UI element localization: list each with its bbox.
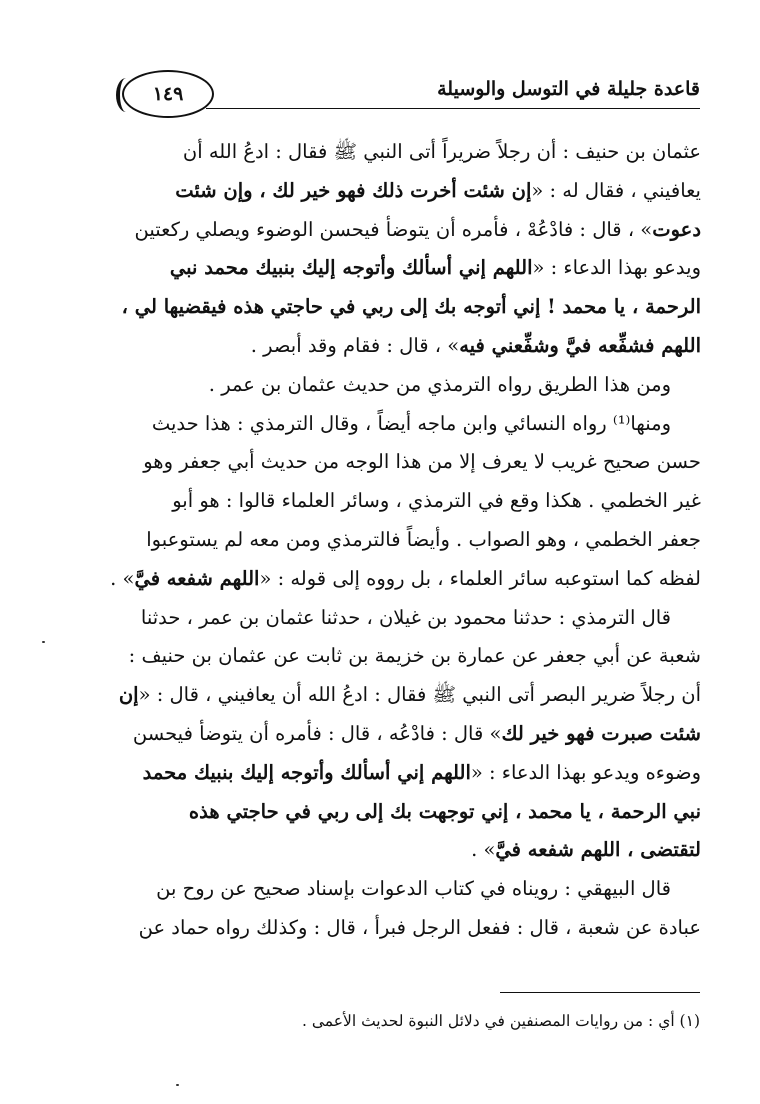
text-segment: قال البيهقي : رويناه في كتاب الدعوات بإسناد صحيح عن روح بن [156, 877, 671, 901]
text-segment: » ، قال : فقام وقد أبصر . [250, 333, 460, 357]
text-line [66, 249, 701, 288]
page-number: ١٤٩ [152, 83, 184, 105]
text-segment: قال الترمذي : حدثنا محمود بن غيلان ، حدثنا عثمان بن عمر ، حدثنا [140, 605, 671, 629]
text-line [66, 521, 701, 560]
text-segment: عبادة عن شعبة ، قال : ففعل الرجل فبرأ ، قال : وكذلك رواه حماد عن [138, 915, 701, 939]
hadith-quote: اللهم إني أسألك وأتوجه إليك بنبيك محمد نبي [169, 256, 533, 280]
footnote-separator [500, 992, 700, 993]
text-line [66, 133, 701, 172]
text-line [66, 327, 701, 366]
text-segment: » . [471, 838, 496, 862]
text-segment: عثمان بن حنيف : أن رجلاً ضريراً أتى النبي ﷺ فقال : ادعُ الله أن [182, 140, 701, 163]
hadith-quote: إن شئت أخرت ذلك فهو خير لك ، وإن شئت [175, 178, 532, 202]
text-line [66, 405, 701, 444]
text-line [66, 870, 701, 909]
body-text [66, 133, 701, 948]
scan-speck [42, 641, 45, 643]
text-segment: ومنها⁽¹⁾ رواه النسائي وابن ماجه أيضاً ، وقال الترمذي : هذا حديث [151, 411, 671, 435]
text-segment: غير الخطمي . هكذا وقع في الترمذي ، وسائر العلماء قالوا : هو أبو [172, 489, 701, 513]
footnote: (١) أي : من روايات المصنفين في دلائل النبوة لحديث الأعمى . [302, 1012, 700, 1030]
page-header [110, 68, 700, 120]
text-segment: » . [110, 566, 135, 590]
text-line [66, 482, 701, 521]
text-segment: ومن هذا الطريق رواه الترمذي من حديث عثمان بن عمر . [208, 372, 671, 396]
text-line [66, 443, 701, 482]
text-line [66, 288, 701, 327]
hadith-quote: دعوت [652, 217, 701, 241]
text-segment: شعبة عن أبي جعفر عن عمارة بن خزيمة بن ثابت عن عثمان بن حنيف : [128, 644, 701, 668]
text-line [66, 172, 701, 211]
text-segment: » قال : فادْعُه ، قال : فأمره أن يتوضأ فيحسن [132, 721, 502, 745]
text-segment: حسن صحيح غريب لا يعرف إلا من هذا الوجه من حديث أبي جعفر وهو [143, 450, 701, 474]
text-segment: وضوءه ويدعو بهذا الدعاء : « [470, 760, 701, 784]
text-segment: لفظه كما استوعبه سائر العلماء ، بل رووه إلى قوله : « [259, 566, 701, 590]
text-line [66, 637, 701, 676]
hadith-quote: الرحمة ، يا محمد ! إني أتوجه بك إلى ربي في حاجتي هذه فيقضيها لي ، [121, 295, 701, 319]
text-line [66, 560, 701, 599]
text-line [66, 599, 701, 638]
page-number-badge [122, 70, 214, 118]
hadith-quote: لتقتضى ، اللهم شفعه فيَّ [495, 838, 701, 862]
running-title: قاعدة جليلة في التوسل والوسيلة [437, 78, 700, 100]
text-segment: جعفر الخطمي ، وهو الصواب . وأيضاً فالترمذي ومن معه لم يستوعبوا [146, 527, 701, 551]
text-line [66, 793, 701, 832]
header-rule [206, 108, 700, 109]
hadith-quote: اللهم فشفِّعه فيَّ وشفِّعني فيه [459, 333, 701, 357]
hadith-quote: اللهم إني أسألك وأتوجه إليك بنبيك محمد [142, 760, 471, 784]
text-segment: أن رجلاً ضرير البصر أتى النبي ﷺ فقال : ادعُ الله أن يعافيني ، قال : « [138, 683, 701, 707]
scan-speck [176, 1084, 179, 1086]
hadith-quote: اللهم شفعه فيَّ [134, 566, 260, 590]
hadith-quote: نبي الرحمة ، يا محمد ، إني توجهت بك إلى ربي في حاجتي هذه [188, 799, 701, 823]
text-segment: ويدعو بهذا الدعاء : « [532, 256, 701, 280]
text-line [66, 715, 701, 754]
text-line [66, 211, 701, 250]
text-segment: » ، قال : فادْعُهْ ، فأمره أن يتوضأ فيحسن الوضوء ويصلي ركعتين [134, 217, 653, 241]
text-segment: يعافيني ، فقال له : « [531, 178, 701, 202]
text-line [66, 754, 701, 793]
text-line [66, 366, 701, 405]
hadith-quote: إن [118, 683, 139, 707]
text-line [66, 909, 701, 948]
hadith-quote: شئت صبرت فهو خير لك [501, 721, 701, 745]
text-line [66, 831, 701, 870]
text-line [66, 676, 701, 715]
